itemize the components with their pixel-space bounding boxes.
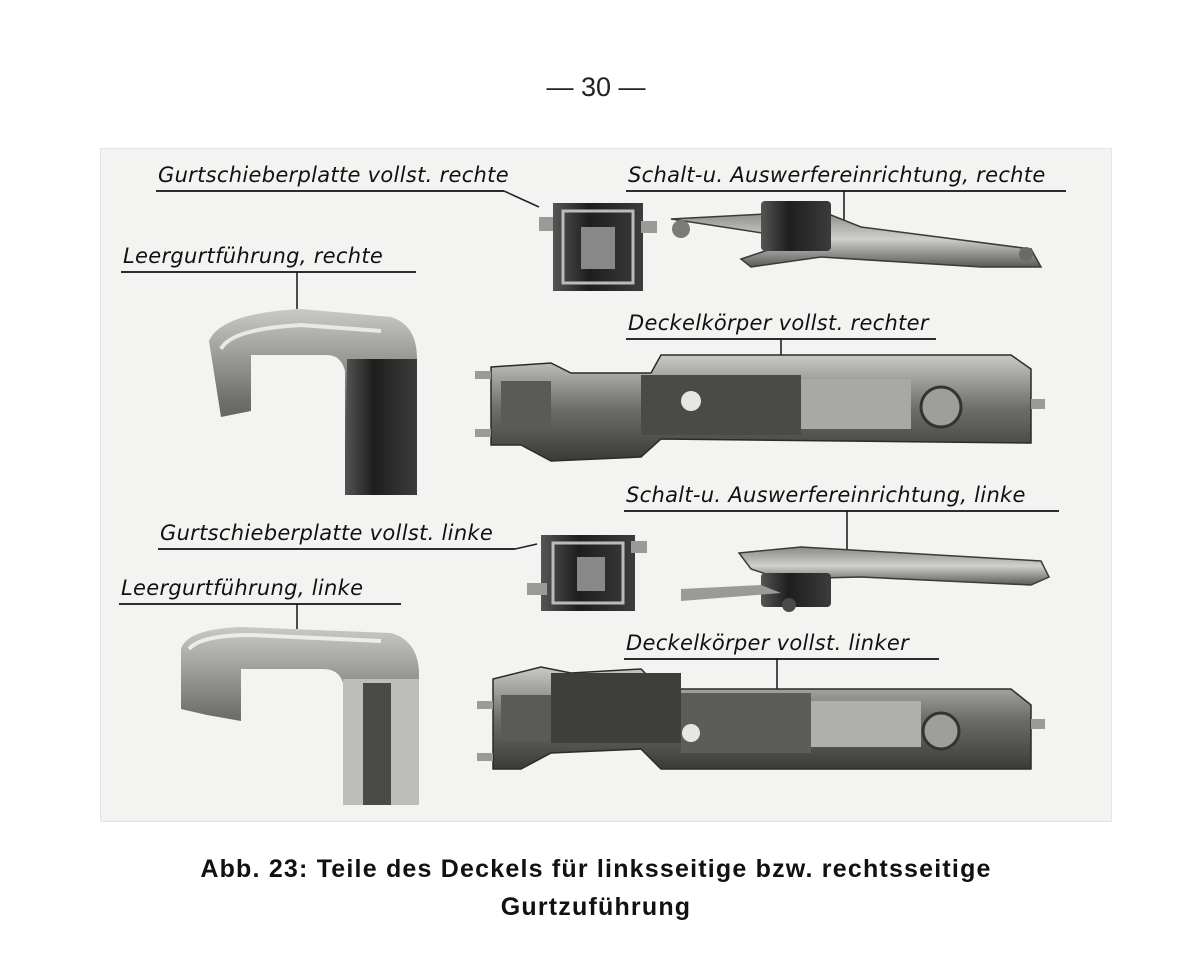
label-deckelkoerper-linker: Deckelkörper vollst. linker bbox=[626, 631, 910, 655]
deckelkoerper-linker-shape bbox=[477, 667, 1045, 769]
leergurt-rechte-shape bbox=[209, 309, 417, 495]
label-schalt-rechte: Schalt-u. Auswerfereinrichtung, rechte bbox=[628, 163, 1046, 187]
caption-line-2: Gurtzuführung bbox=[500, 893, 692, 921]
figure-caption bbox=[40, 850, 1152, 926]
schalt-rechte-shape bbox=[671, 201, 1041, 267]
caption-line-1: Abb. 23: Teile des Deckels für linksseitige bzw. rechtsseitige bbox=[200, 855, 992, 883]
page-number: — 30 — bbox=[546, 72, 646, 102]
figure-photo bbox=[100, 148, 1112, 822]
label-leergurt-linke: Leergurtführung, linke bbox=[121, 576, 364, 600]
label-leergurt-rechte: Leergurtführung, rechte bbox=[123, 244, 384, 268]
label-schalt-linke: Schalt-u. Auswerfereinrichtung, linke bbox=[626, 483, 1026, 507]
gurtschieberplatte-rechte-shape bbox=[539, 203, 657, 291]
deckelkoerper-rechter-shape bbox=[475, 355, 1045, 461]
leergurt-linke-shape bbox=[181, 627, 419, 805]
label-deckelkoerper-rechter: Deckelkörper vollst. rechter bbox=[628, 311, 929, 335]
label-gurtschieberplatte-linke: Gurtschieberplatte vollst. linke bbox=[160, 521, 494, 545]
schalt-linke-shape bbox=[681, 547, 1049, 612]
label-gurtschieberplatte-rechte: Gurtschieberplatte vollst. rechte bbox=[158, 163, 509, 187]
gurtschieberplatte-linke-shape bbox=[527, 535, 647, 611]
